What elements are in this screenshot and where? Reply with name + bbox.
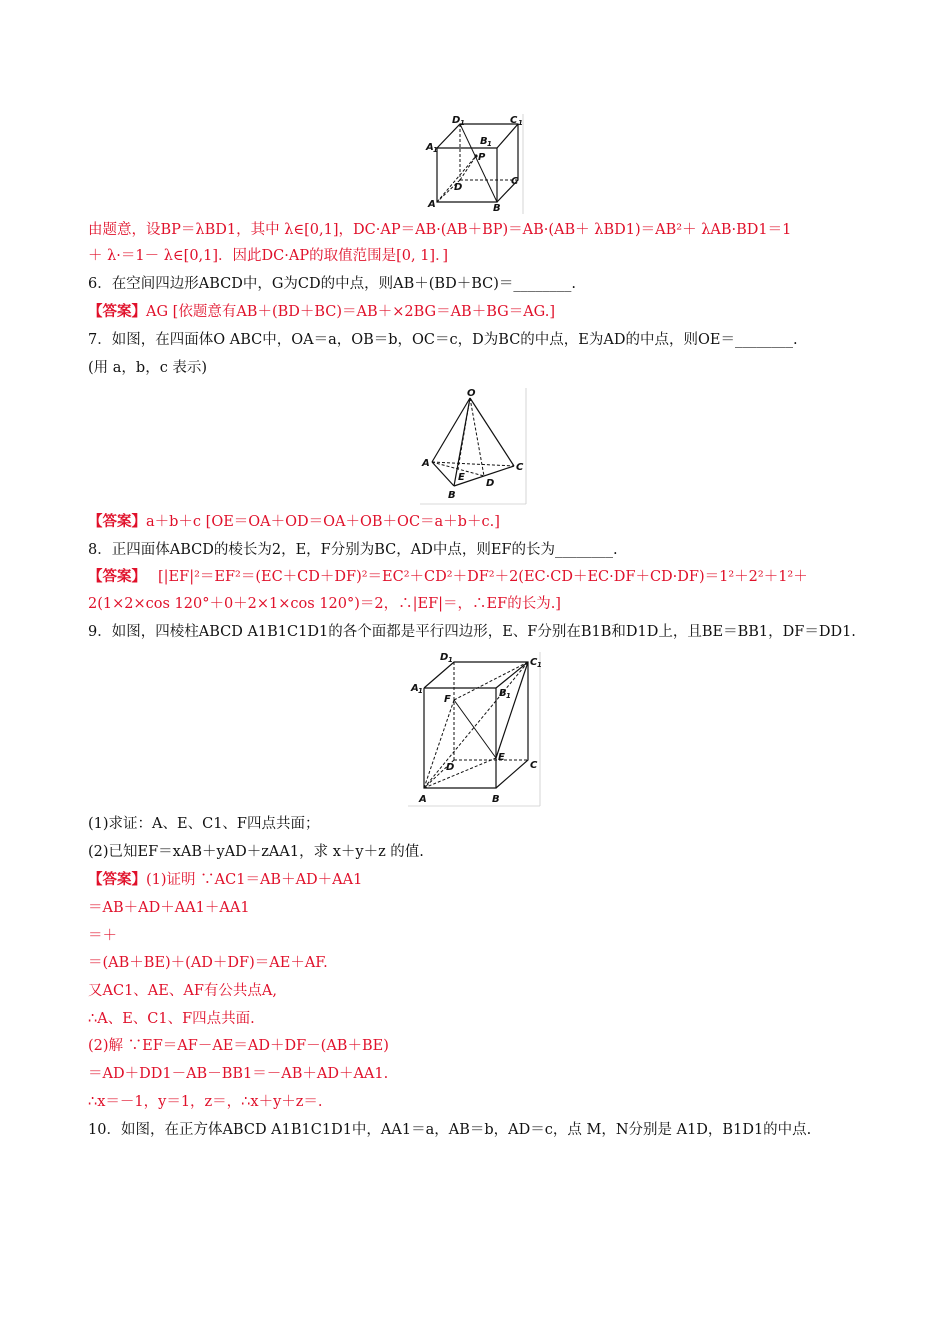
label-c: C xyxy=(511,176,519,187)
label-a1: A xyxy=(426,142,434,153)
label-e: E xyxy=(498,752,505,763)
label-b1-sub: 1 xyxy=(506,692,511,700)
answer-8-line-2: 2(1×2×cos 120°＋0＋2×1×cos 120°)＝2，∴|EF|＝，∴EF的长为.] xyxy=(88,596,561,612)
label-d: D xyxy=(446,762,455,773)
answer-6-tag: 【答案】 xyxy=(88,303,146,320)
answer-6-text: AG [依题意有AB＋(BD＋BC)＝AB＋×2BG＝AB＋BG＝AG.] xyxy=(146,304,556,320)
answer-9-tag: 【答案】 xyxy=(88,871,146,888)
question-6: 6．在空间四边形ABCD中，G为CD的中点，则AB＋(BD＋BC)＝________. xyxy=(88,276,576,292)
figure-tetrahedron xyxy=(418,386,530,506)
label-b: B xyxy=(492,794,500,805)
solution-5-line-2: ＋ λ·＝1－ λ∈[0,1]．因此DC·AP的取值范围是[0, 1]．] xyxy=(88,248,448,264)
answer-9-line-5: 又AC1、AE、AF有公共点A, xyxy=(88,983,277,999)
answer-6 xyxy=(88,302,555,322)
answer-9-line-3: ＝＋ xyxy=(88,928,117,944)
answer-7-text: a＋b＋c [OE＝OA＋OD＝OA＋OB＋OC＝a＋b＋c.] xyxy=(146,514,500,530)
label-p: P xyxy=(478,152,486,163)
answer-9-line-4: ＝(AB＋BE)＋(AD＋DF)＝AE＋AF. xyxy=(88,955,328,971)
label-f: F xyxy=(444,694,451,705)
answer-9-line-1 xyxy=(88,870,362,890)
label-c1-sub: 1 xyxy=(518,119,523,127)
label-a1: A xyxy=(411,683,419,694)
question-7-line-2: (用 a，b，c 表示) xyxy=(88,360,208,376)
question-10: 10．如图，在正方体ABCD A1B1C1D1中，AA1＝a，AB＝b，AD＝c，点 M，N分别是 A1D，B1D1的中点. xyxy=(88,1122,812,1138)
solution-5-line-1: 由题意，设BP＝λBD1，其中 λ∈[0,1]，DC·AP＝AB·(AB＋BP)＝AB·(AB＋ λBD1)＝AB²＋ λAB·BD1＝1 xyxy=(88,222,792,238)
answer-9-line-9: ∴x＝－1，y＝1，z＝，∴x＋y＋z＝. xyxy=(88,1094,323,1110)
question-9-part-1: (1)求证：A、E、C1、F四点共面； xyxy=(88,816,320,832)
question-9-part-2: (2)已知EF＝xAB＋yAD＋zAA1，求 x＋y＋z 的值. xyxy=(88,844,424,860)
label-c1-sub: 1 xyxy=(537,661,542,669)
label-c1: C xyxy=(510,115,518,126)
label-d1-sub: 1 xyxy=(460,119,465,127)
answer-9-line-7: (2)解 ∵EF＝AF－AE＝AD＋DF－(AB＋BE) xyxy=(88,1038,389,1054)
label-a: A xyxy=(419,794,427,805)
answer-9-line-6: ∴A、E、C1、F四点共面. xyxy=(88,1011,255,1027)
figure-prism-ef xyxy=(406,650,542,808)
label-b1: B xyxy=(499,688,507,699)
label-a1-sub: 1 xyxy=(433,146,438,154)
label-e: E xyxy=(458,472,465,483)
label-d1-sub: 1 xyxy=(448,656,453,664)
label-a1-sub: 1 xyxy=(418,687,423,695)
answer-9-text-1: (1)证明 ∵AC1＝AB＋AD＋AA1 xyxy=(146,872,363,888)
label-o: O xyxy=(467,388,476,399)
answer-9-line-2: ＝AB＋AD＋AA1＋AA1 xyxy=(88,900,250,916)
label-b1: B xyxy=(480,136,488,147)
label-d1: D xyxy=(452,115,461,126)
answer-9-line-8: ＝AD＋DD1－AB－BB1＝－AB＋AD＋AA1. xyxy=(88,1066,389,1082)
label-c1: C xyxy=(530,657,538,668)
label-d: D xyxy=(486,478,495,489)
label-d1: D xyxy=(440,652,449,663)
question-7-line-1: 7．如图，在四面体O ABC中，OA＝a，OB＝b，OC＝c，D为BC的中点，E为AD的中点，则OE＝________. xyxy=(88,332,798,348)
label-c: C xyxy=(516,462,524,473)
answer-7 xyxy=(88,512,500,532)
label-a: A xyxy=(422,458,430,469)
label-b1-sub: 1 xyxy=(487,140,492,148)
question-9: 9．如图，四棱柱ABCD A1B1C1D1的各个面都是平行四边形，E、F分别在B1B和D1D上，且BE＝BB1，DF＝DD1. xyxy=(88,624,856,640)
label-d: D xyxy=(454,182,463,193)
label-a: A xyxy=(428,199,436,210)
label-b: B xyxy=(448,490,456,501)
answer-7-tag: 【答案】 xyxy=(88,513,146,530)
figure-cube-p xyxy=(420,110,528,214)
label-c: C xyxy=(530,760,538,771)
answer-8-tag: 【答案】 xyxy=(88,568,146,585)
answer-8-line-1 xyxy=(88,567,808,587)
answer-8-text-1: [|EF|²＝EF²＝(EC＋CD＋DF)²＝EC²＋CD²＋DF²＋2(EC·CD＋EC·DF＋CD·DF)＝1²＋2²＋1²＋ xyxy=(158,569,808,585)
label-b: B xyxy=(493,203,501,214)
question-8: 8．正四面体ABCD的棱长为2，E，F分别为BC，AD中点，则EF的长为________. xyxy=(88,542,618,558)
